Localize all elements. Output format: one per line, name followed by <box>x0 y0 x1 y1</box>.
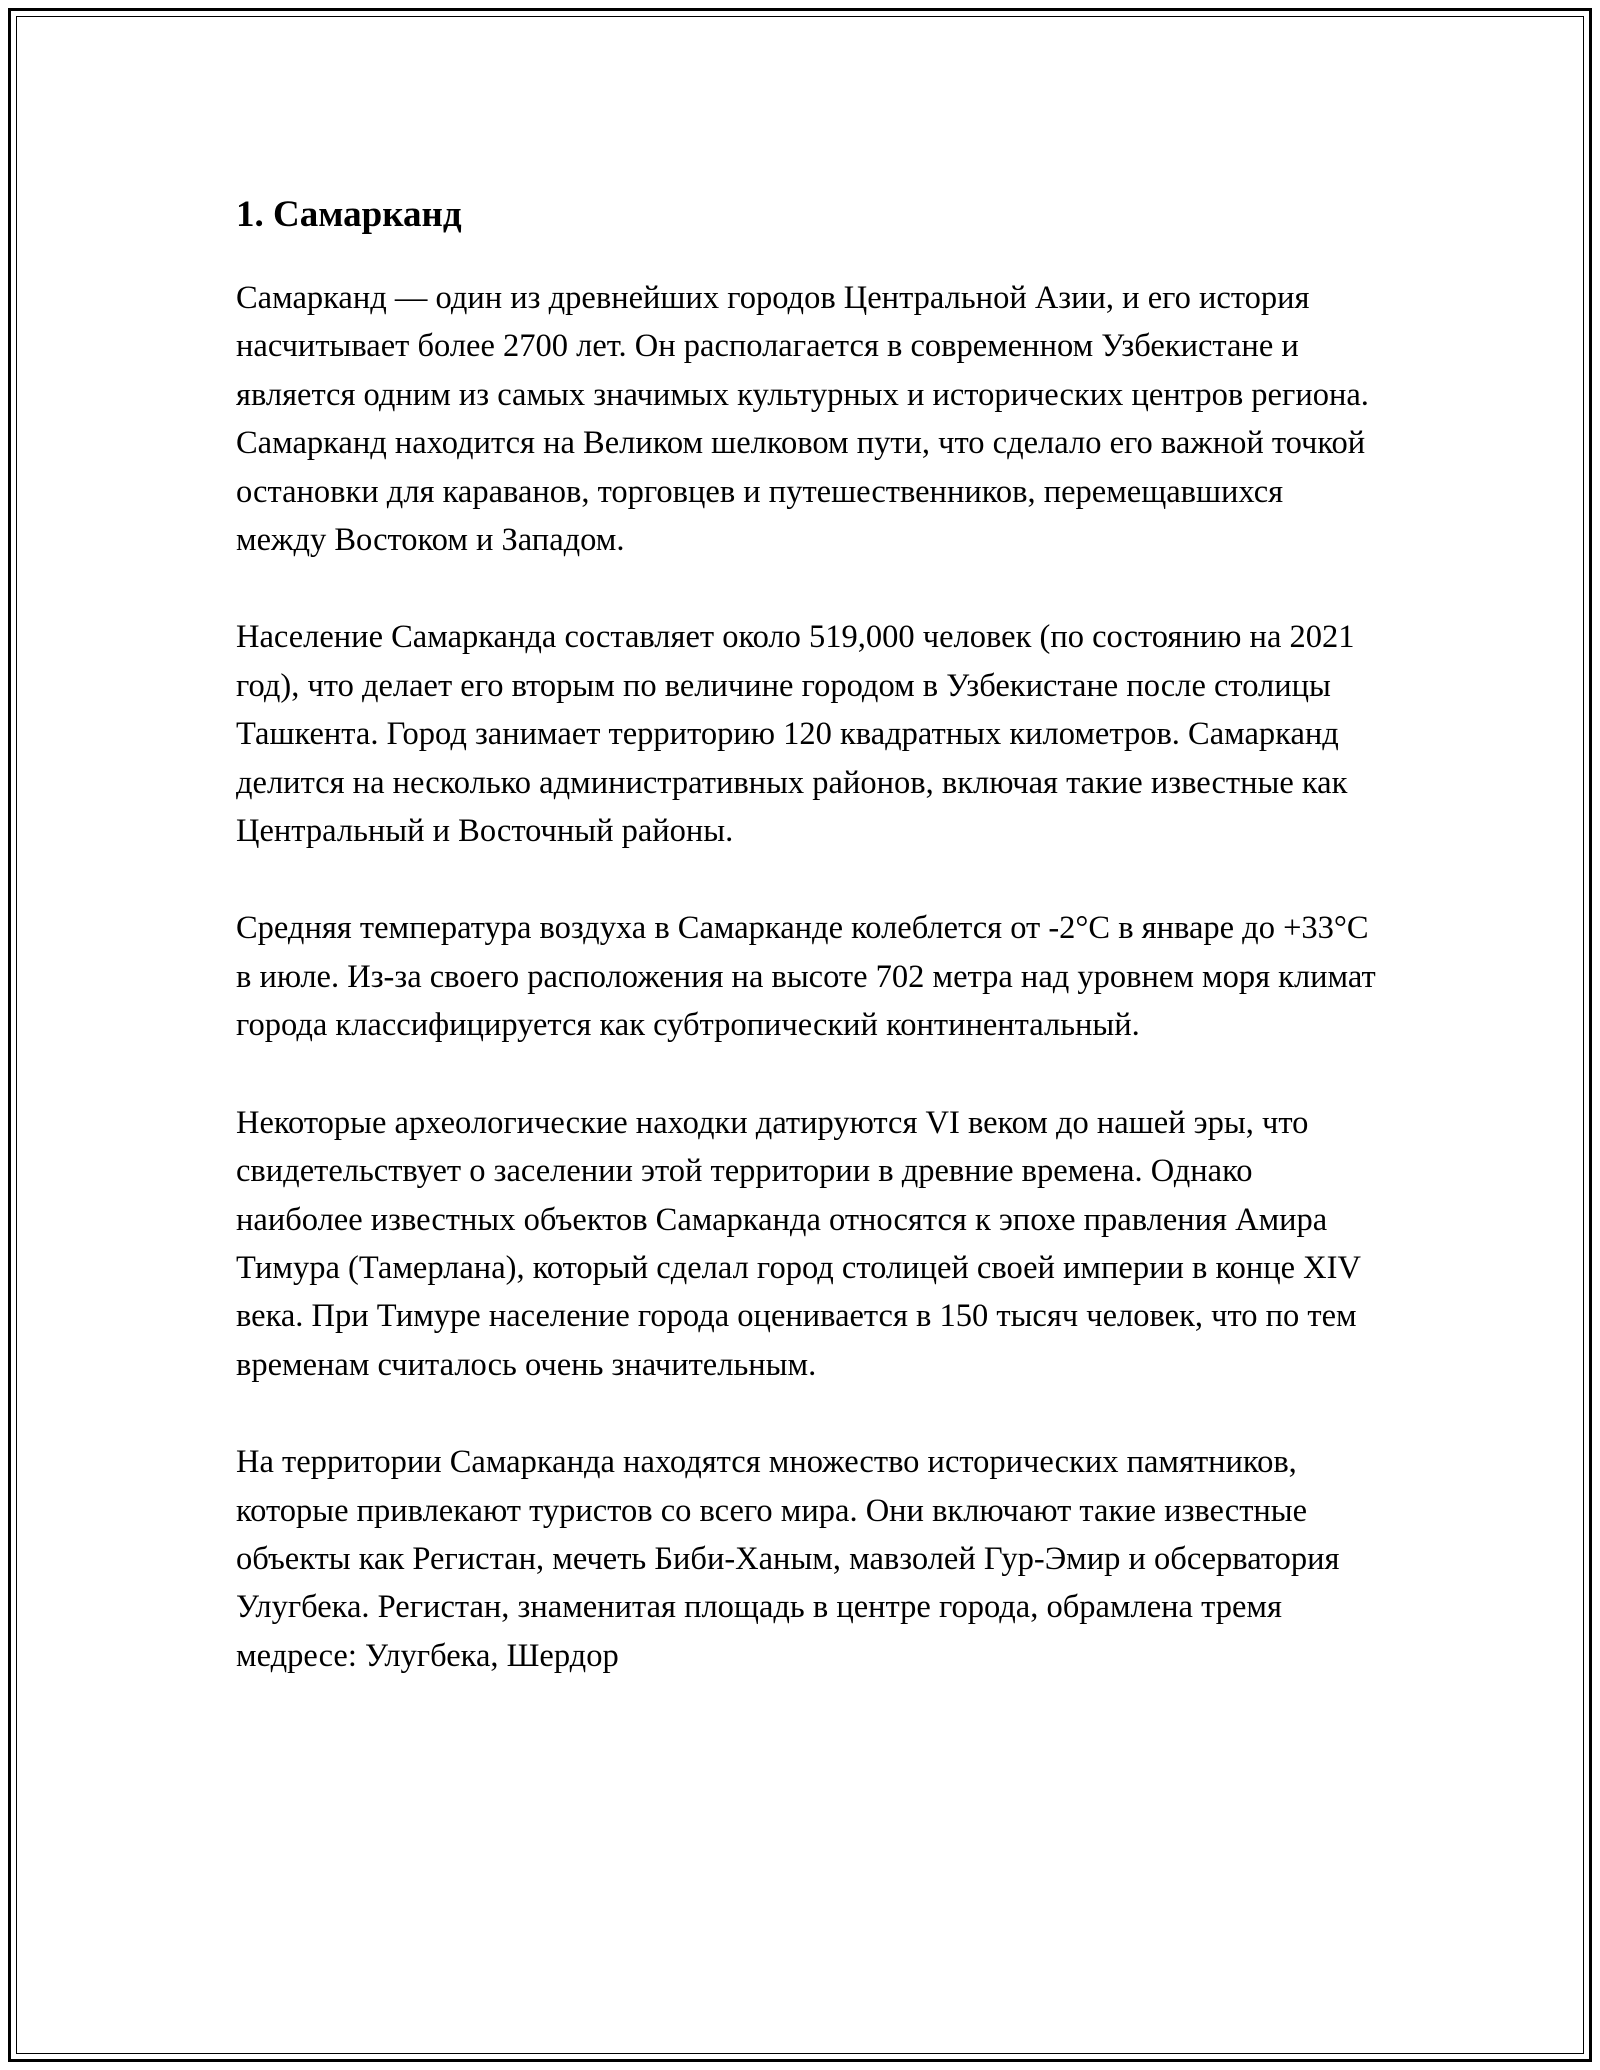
section-heading: 1. Самарканд <box>236 194 462 235</box>
paragraph-population: Население Самарканда составляет около 519,000 человек (по состоянию на 2021 год), что делает его вторым по величине городом в Узбекистане после столицы Ташкента. Город занимает территорию 120 квадратных километров. Самарканд делится на несколько административных районов, включая такие известные как Центральный и Восточный районы. <box>236 619 1355 850</box>
paragraph-climate: Средняя температура воздуха в Самарканде колеблется от -2°C в январе до +33°C в июле. Из-за своего расположения на высоте 702 метра над уровнем моря климат города классифицируется как субтропический континентальный. <box>236 910 1376 1044</box>
paragraph-monuments: На территории Самарканда находятся множество исторических памятников, которые привлекают туристов со всего мира. Они включают такие известные объекты как Регистан, мечеть Биби-Ханым, мавзолей Гур-Эмир и обсерватория Улугбека. Регистан, знаменитая площадь в центре города, обрамлена тремя медресе: Улугбека, Шердор <box>236 1444 1340 1674</box>
paragraph-history: Самарканд — один из древнейших городов Центральной Азии, и его история насчитывает более 2700 лет. Он располагается в современном Узбекистане и является одним из самых значимых культурных и исторических центров региона. Самарканд находится на Великом шелковом пути, что сделало его важной точкой остановки для караванов, торговцев и путешественников, перемещавшихся между Востоком и Западом. <box>236 280 1369 559</box>
document-body <box>236 184 1376 1680</box>
paragraph-archaeology: Некоторые археологические находки датируются VI веком до нашей эры, что свидетельствует о заселении этой территории в древние времена. Однако наиболее известных объектов Самарканда относятся к эпохе правления Амира Тимура (Тамерлана), который сделал город столицей своей империи в конце XIV века. При Тимуре население города оценивается в 150 тысяч человек, что по тем временам считалось очень значительным. <box>236 1104 1361 1383</box>
